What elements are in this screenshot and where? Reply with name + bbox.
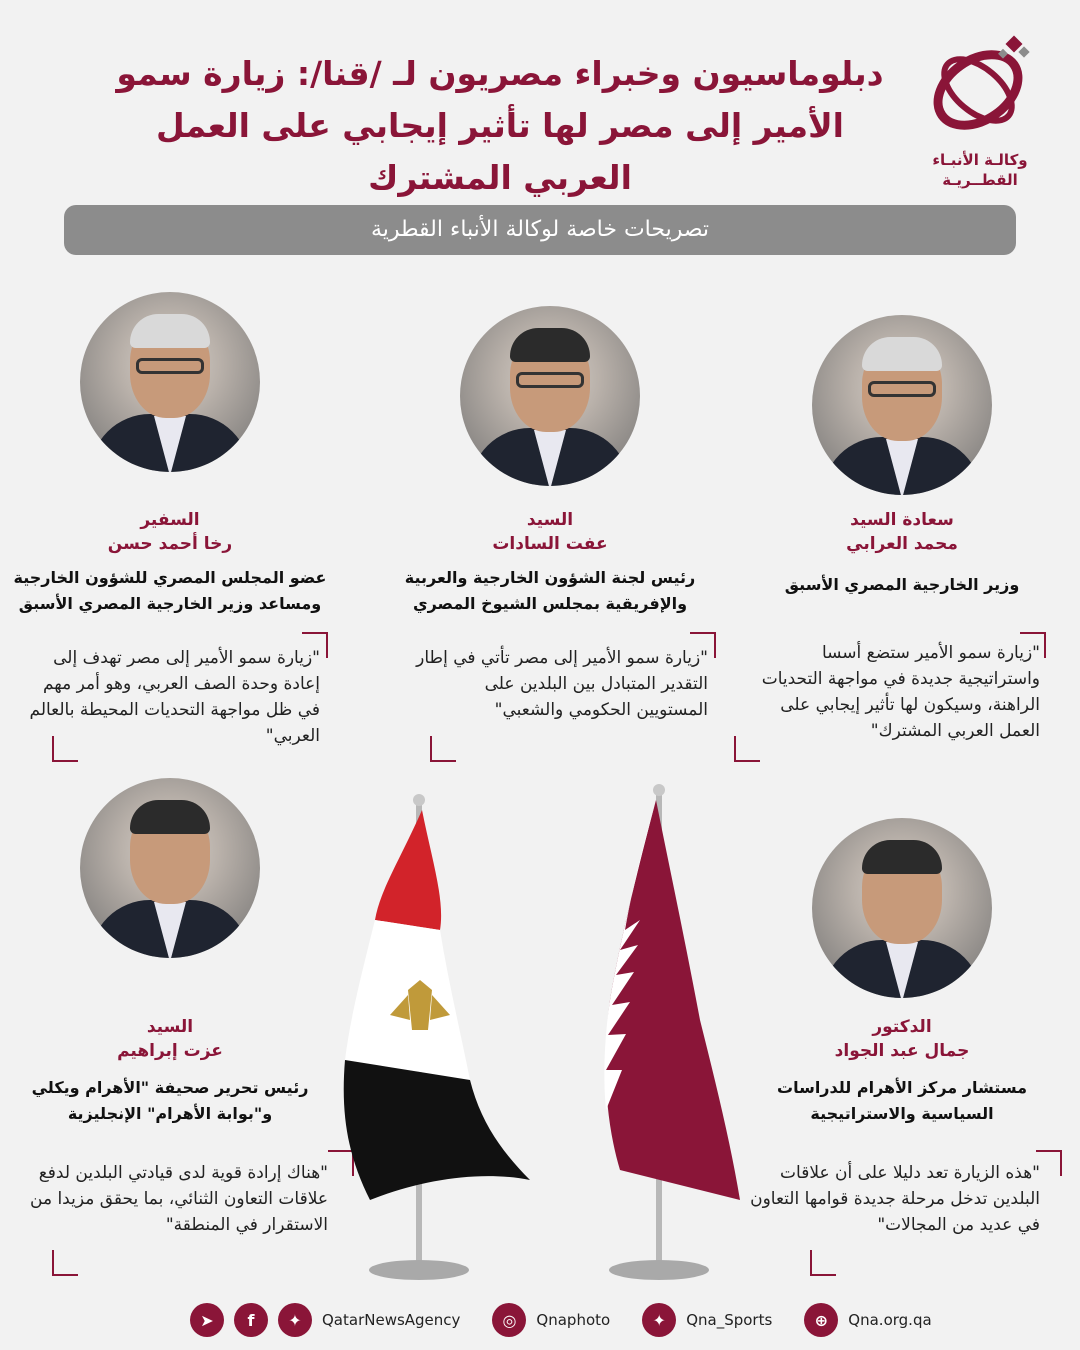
website-link[interactable]: Qna.org.qa xyxy=(848,1311,932,1329)
person-4-header xyxy=(752,1015,1052,1063)
quote-corner xyxy=(734,736,760,762)
portrait-gamal-abdel-gawad xyxy=(812,818,992,998)
person-2-position: رئيس لجنة الشؤون الخارجية والعربية والإفريقية بمجلس الشيوخ المصري xyxy=(404,568,696,613)
instagram-icon[interactable]: ◎ xyxy=(492,1303,526,1337)
person-5-quote: "هناك إرادة قوية لدى قيادتي البلدين لدفع علاقات التعاون الثنائي، بما يحقق مزيدا من الاستقرار في المنطقة" xyxy=(30,1163,328,1235)
qatar-flag-base xyxy=(609,1260,709,1280)
person-5-name: عزت إبراهيم xyxy=(117,1041,223,1061)
person-1-quote: "زيارة سمو الأمير ستضع أسسا واستراتيجية جديدة في مواجهة التحديات الراهنة، وسيكون لها تأثير إيجابي على العمل العربي المشترك" xyxy=(761,643,1040,741)
qna-logo xyxy=(920,28,1040,189)
person-4-quote: "هذه الزيارة تعد دليلا على أن علاقات البلدين تدخل مرحلة جديدة قوامها التعاون في عديد من المجالات" xyxy=(750,1163,1040,1235)
person-3-name: رخا أحمد حسن xyxy=(107,534,233,554)
person-2-title: السيد xyxy=(526,510,574,530)
facebook-icon[interactable]: f xyxy=(234,1303,268,1337)
portrait-mohamed-orabi xyxy=(812,315,992,495)
portrait-ezzat-ibrahim xyxy=(80,778,260,958)
person-3-title: السفير xyxy=(140,510,200,530)
person-5-title: السيد xyxy=(146,1017,194,1037)
person-3-header xyxy=(20,508,320,556)
person-1-position: وزير الخارجية المصري الأسبق xyxy=(784,575,1020,594)
portrait-effat-sadat xyxy=(460,306,640,486)
twitter-sports-icon[interactable]: ✦ xyxy=(642,1303,676,1337)
person-3-position: عضو المجلس المصري للشؤون الخارجية ومساعد وزير الخارجية المصري الأسبق xyxy=(13,568,327,613)
person-4-title: الدكتور xyxy=(872,1017,932,1037)
globe-icon[interactable]: ⊕ xyxy=(804,1303,838,1337)
sports-handle[interactable]: Qna_Sports xyxy=(686,1311,773,1329)
quote-corner xyxy=(810,1250,836,1276)
twitter-icon[interactable]: ✦ xyxy=(278,1303,312,1337)
flags-illustration xyxy=(320,780,760,1300)
footer-social-bar xyxy=(190,1300,932,1340)
person-3-quote: "زيارة سمو الأمير إلى مصر تهدف إلى إعادة وحدة الصف العربي، وهو أمر مهم في ظل مواجهة التحديات المحيطة بالعالم العربي" xyxy=(29,648,320,746)
quote-corner xyxy=(52,736,78,762)
telegram-icon[interactable]: ➤ xyxy=(190,1303,224,1337)
headline: دبلوماسيون وخبراء مصريون لـ /قنا/: زيارة سمو الأمير إلى مصر لها تأثير إيجابي على العمل العربي المشترك xyxy=(116,54,884,197)
person-2-header xyxy=(400,508,700,556)
subtitle-banner: تصريحات خاصة لوكالة الأنباء القطرية xyxy=(64,205,1016,255)
person-1-header xyxy=(752,508,1052,556)
person-5-position: رئيس تحرير صحيفة "الأهرام ويكلي و"بوابة الأهرام" الإنجليزية xyxy=(31,1078,309,1123)
portrait-rakha-ahmed-hassan xyxy=(80,292,260,472)
person-2-name: عفت السادات xyxy=(492,534,608,554)
social-handle[interactable]: QatarNewsAgency xyxy=(322,1311,461,1329)
person-1-name: محمد العرابي xyxy=(846,534,958,554)
instagram-handle[interactable]: Qnaphoto xyxy=(536,1311,611,1329)
person-2-quote: "زيارة سمو الأمير إلى مصر تأتي في إطار التقدير المتبادل بين البلدين على المستويين الحكومي والشعبي" xyxy=(416,648,708,720)
egypt-flag xyxy=(344,810,530,1200)
quote-corner xyxy=(430,736,456,762)
logo-line-1: وكالـة الأنبـاء xyxy=(932,151,1028,169)
person-4-position: مستشار مركز الأهرام للدراسات السياسية والاستراتيجية xyxy=(777,1078,1027,1123)
person-4-name: جمال عبد الجواد xyxy=(834,1041,970,1061)
qatar-flag xyxy=(604,800,740,1200)
egypt-flag-base xyxy=(369,1260,469,1280)
person-1-title: سعادة السيد xyxy=(850,510,954,530)
person-5-header xyxy=(20,1015,320,1063)
quote-corner xyxy=(52,1250,78,1276)
qna-logo-icon xyxy=(920,28,1040,148)
logo-line-2: القطــريـة xyxy=(942,171,1018,189)
